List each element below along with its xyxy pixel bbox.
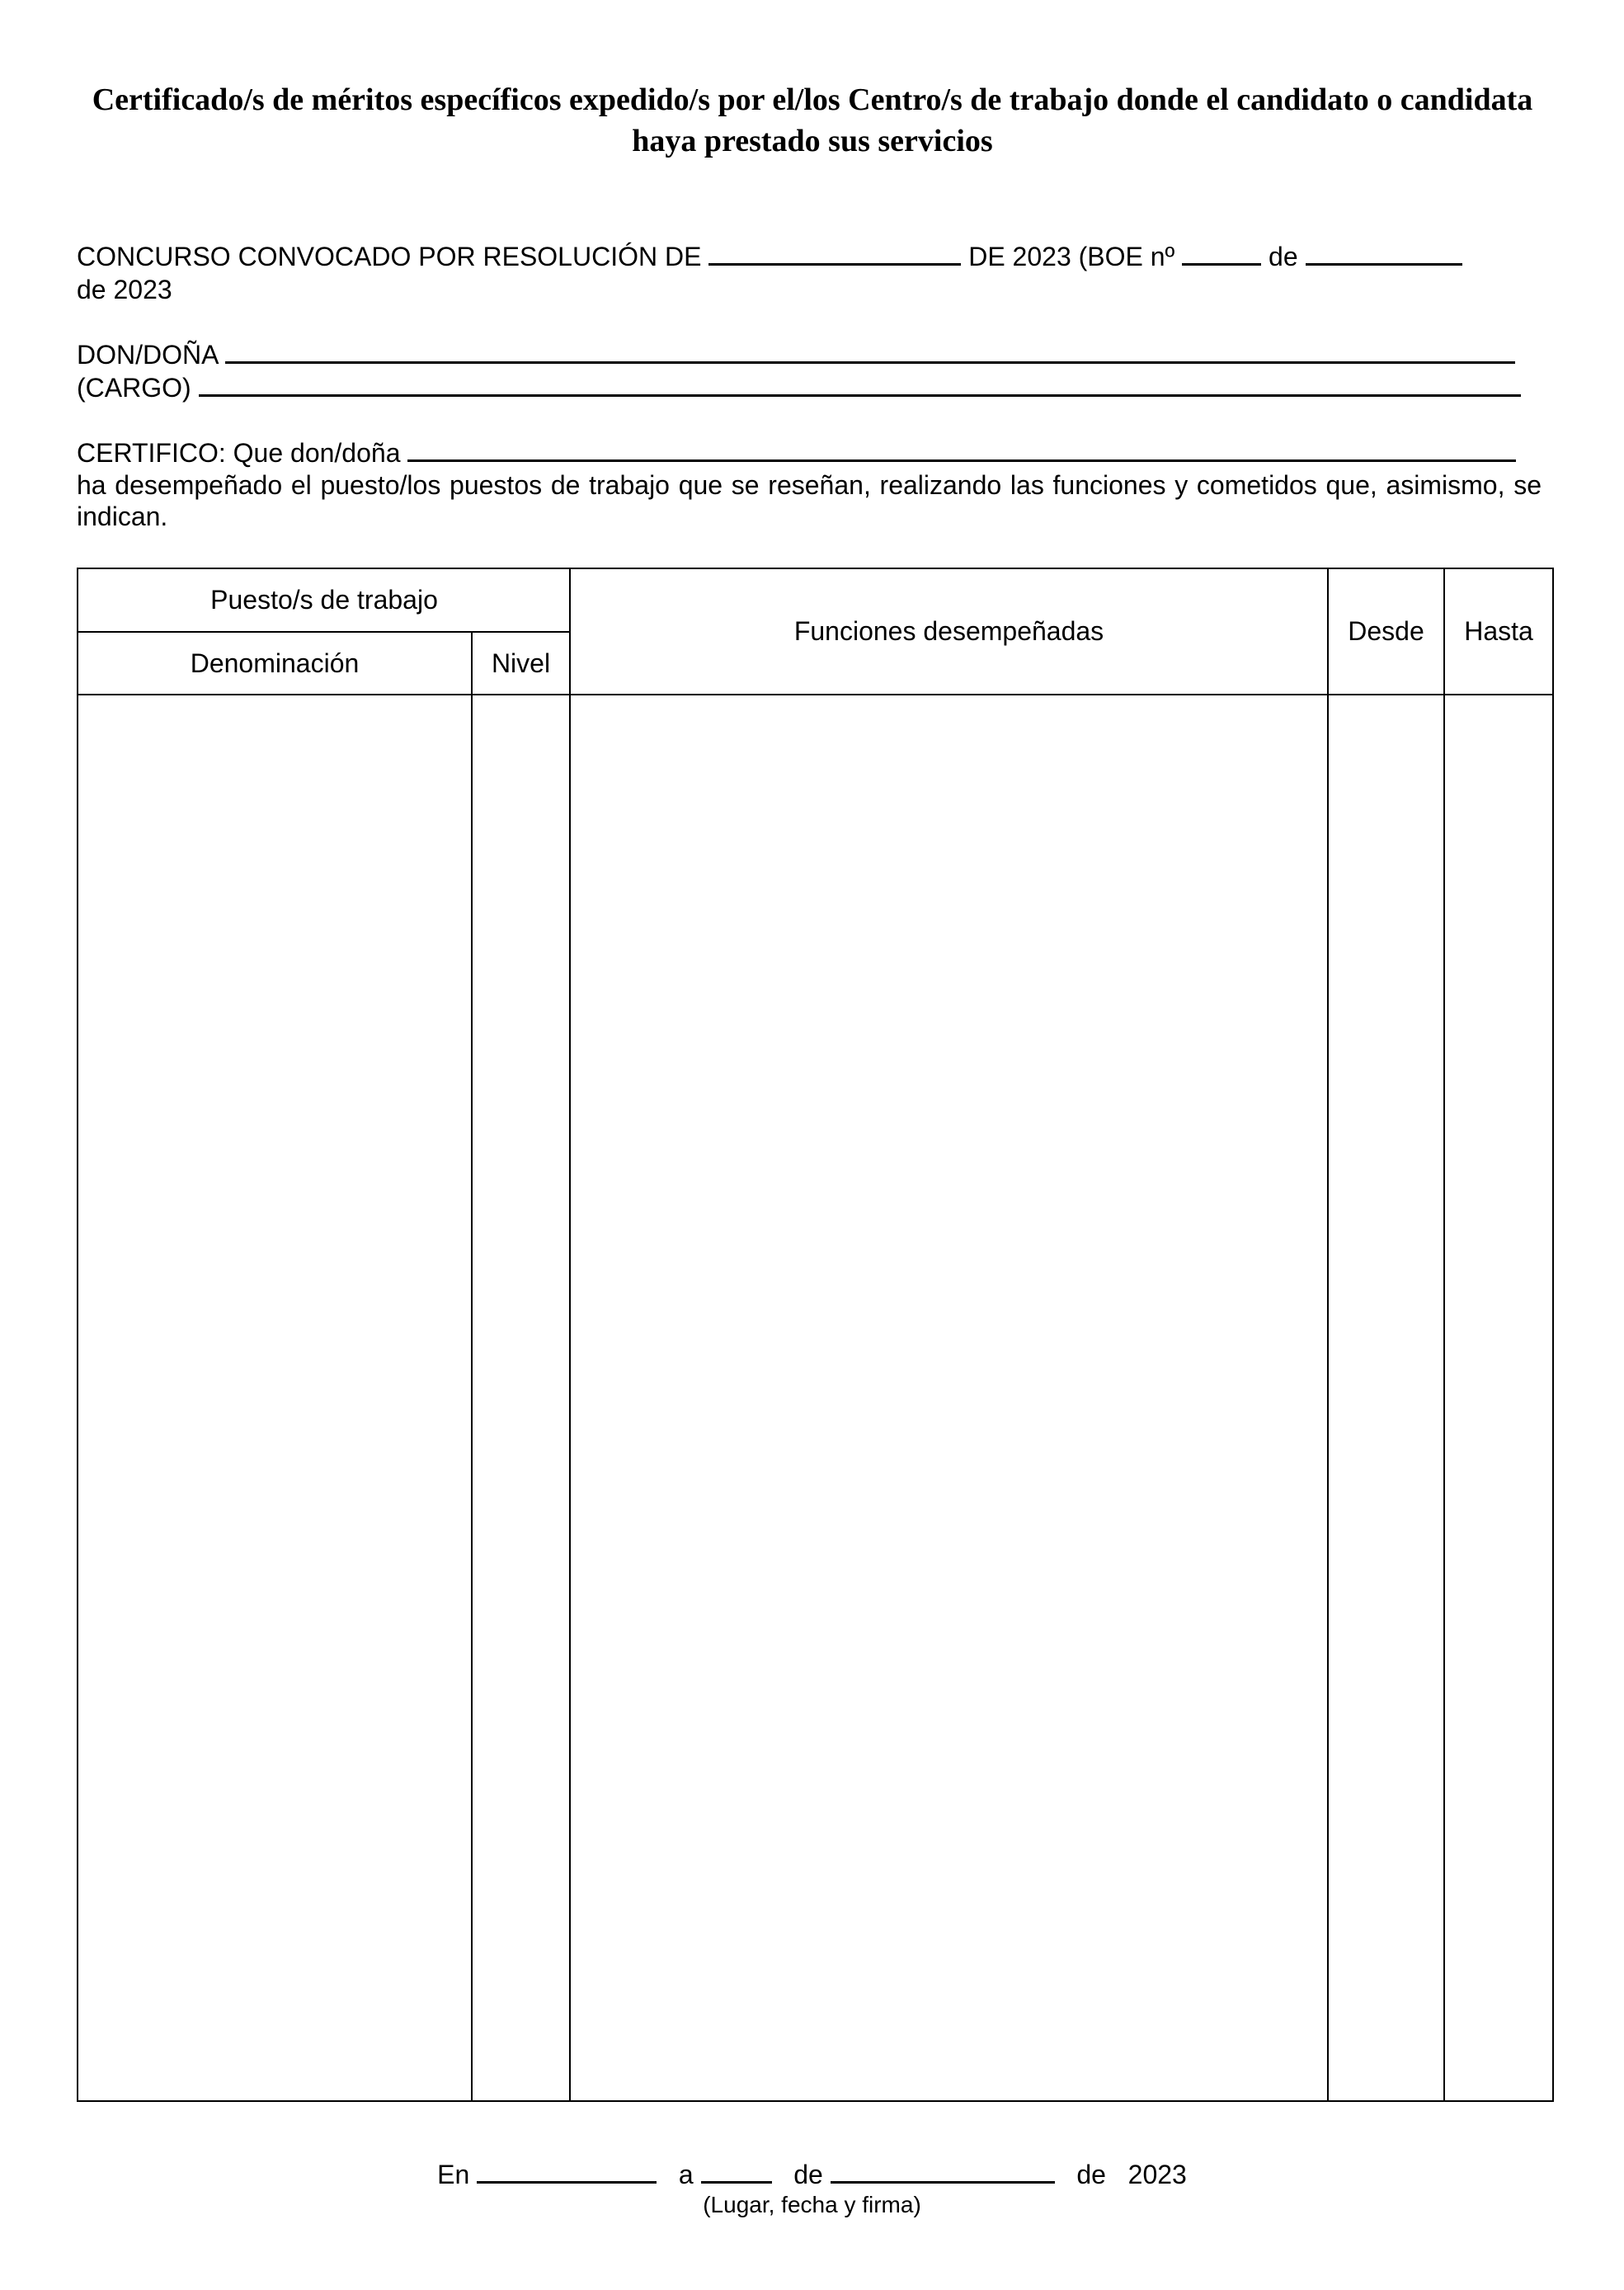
concurso-de: de — [1269, 242, 1298, 271]
concurso-mid: DE 2023 (BOE nº — [968, 242, 1175, 271]
footer-year: 2023 — [1127, 2160, 1187, 2189]
concurso-year-line: de 2023 — [77, 275, 172, 304]
footer-a: a — [678, 2160, 694, 2189]
table-border-right — [1552, 568, 1554, 2102]
footer-de-1: de — [793, 2160, 823, 2189]
month-field[interactable] — [831, 2160, 1055, 2184]
page-title — [74, 79, 1551, 162]
header-denominacion: Denominación — [190, 648, 360, 678]
footer-de-2: de — [1076, 2160, 1106, 2189]
certifico-line — [77, 437, 1516, 469]
certifico-name-field[interactable] — [407, 438, 1516, 462]
title-line-2: haya prestado sus servicios — [632, 124, 993, 158]
cell-nivel[interactable] — [473, 695, 569, 2100]
cargo-label: (CARGO) — [77, 373, 191, 403]
boe-date-field[interactable] — [1306, 242, 1462, 266]
cell-denominacion[interactable] — [78, 695, 471, 2100]
footer-caption: (Lugar, fecha y firma) — [703, 2192, 921, 2217]
footer-date-line — [0, 2159, 1624, 2190]
don-name-field[interactable] — [225, 340, 1515, 364]
cell-funciones[interactable] — [571, 695, 1327, 2100]
header-nivel: Nivel — [491, 648, 551, 678]
boe-number-field[interactable] — [1182, 242, 1261, 266]
header-desde: Desde — [1348, 616, 1424, 646]
title-line-1: Certificado/s de méritos específicos expedido/s por el/los Centro/s de trabajo donde el candidato o candidata — [92, 82, 1533, 117]
footer-en: En — [437, 2160, 470, 2189]
lugar-field[interactable] — [477, 2160, 657, 2184]
certifico-text: ha desempeñado el puesto/los puestos de trabajo que se reseñan, realizando las funciones y cometidos que, asimismo, se indican. — [77, 470, 1542, 531]
header-hasta: Hasta — [1464, 616, 1533, 646]
day-field[interactable] — [701, 2160, 772, 2184]
cell-desde[interactable] — [1329, 695, 1443, 2100]
don-label: DON/DOÑA — [77, 340, 218, 370]
header-puesto-trabajo: Puesto/s de trabajo — [210, 585, 438, 615]
concurso-line — [77, 241, 1462, 272]
header-funciones: Funciones desempeñadas — [793, 616, 1104, 646]
certifico-label: CERTIFICO: Que don/doña — [77, 438, 401, 468]
cell-hasta[interactable] — [1445, 695, 1552, 2100]
concurso-prefix: CONCURSO CONVOCADO POR RESOLUCIÓN DE — [77, 242, 702, 271]
positions-table — [77, 568, 1554, 2102]
cargo-line — [77, 372, 1521, 403]
resolucion-field[interactable] — [708, 242, 961, 266]
cargo-field[interactable] — [199, 373, 1521, 397]
don-line — [77, 339, 1515, 370]
table-border-bottom — [77, 2100, 1554, 2102]
